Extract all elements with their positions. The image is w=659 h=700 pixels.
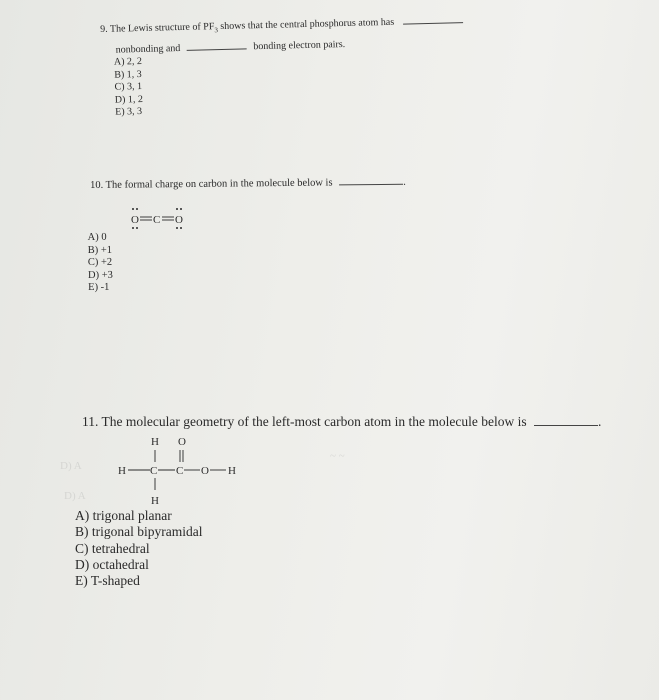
hydrogen-atom-right: H [228, 465, 236, 477]
option-e[interactable]: E) T-shaped [75, 573, 140, 589]
option-c[interactable]: C) +2 [87, 256, 113, 269]
question-10-text: 10. The formal charge on carbon in the molecule below is [90, 177, 333, 191]
question-9-text: nonbonding and [115, 43, 181, 56]
question-11-text: 11. The molecular geometry of the left-most carbon atom in the molecule below is [82, 414, 527, 429]
question-11-options [75, 508, 202, 589]
period: . [598, 414, 602, 429]
option-a[interactable]: A) 0 [87, 231, 107, 244]
oxygen-atom-right: O [175, 214, 183, 226]
bleed-through-mark: ~ ~ [330, 450, 345, 462]
carbon-atom: C [153, 214, 161, 226]
option-b[interactable]: B) +1 [87, 244, 113, 256]
option-e[interactable]: E) -1 [88, 282, 110, 294]
oxygen-atom-right: O [201, 465, 209, 477]
question-10-options [88, 232, 114, 295]
oxygen-atom-top: O [178, 436, 186, 448]
carbon-atom-left: C [150, 465, 158, 477]
question-10-stem [90, 177, 406, 191]
co2-lewis-structure [128, 204, 190, 234]
option-d[interactable]: D) +3 [87, 269, 113, 281]
answer-blank[interactable] [403, 22, 463, 24]
subscript: 3 [214, 26, 219, 35]
question-11-stem [82, 414, 601, 430]
option-e[interactable]: E) 3, 3 [115, 106, 143, 119]
question-9-text: bonding electron pairs. [253, 39, 346, 53]
option-b[interactable]: B) trigonal bipyramidal [75, 524, 203, 540]
oxygen-atom-left: O [131, 214, 139, 226]
option-a[interactable]: A) trigonal planar [75, 508, 172, 523]
question-9-stem-line-1 [100, 15, 463, 37]
answer-blank[interactable] [339, 184, 403, 186]
period: . [403, 176, 406, 188]
option-c[interactable]: C) tetrahedral [75, 540, 150, 556]
hydrogen-atom-top: H [151, 436, 159, 448]
hydrogen-atom-left: H [118, 465, 126, 477]
bleed-through-mark: D) A [64, 490, 86, 502]
bleed-through-mark: D) A [60, 460, 82, 472]
answer-blank[interactable] [534, 425, 598, 426]
hydrogen-atom-bottom: H [151, 495, 159, 507]
carbon-atom-right: C [176, 465, 184, 477]
acetic-acid-structure [112, 432, 252, 510]
question-9-stem-line-2 [116, 39, 346, 56]
option-d[interactable]: D) 1, 2 [114, 93, 144, 106]
option-a[interactable]: A) 2, 2 [113, 55, 143, 68]
option-d[interactable]: D) octahedral [75, 556, 149, 572]
option-b[interactable]: B) 1, 3 [114, 68, 142, 81]
question-9-text: shows that the central phosphorus atom has [217, 16, 395, 33]
answer-blank[interactable] [187, 48, 247, 50]
question-9-text: 9. The Lewis structure of PF [100, 21, 215, 35]
option-c[interactable]: C) 3, 1 [114, 81, 143, 93]
question-9-options [114, 56, 144, 120]
